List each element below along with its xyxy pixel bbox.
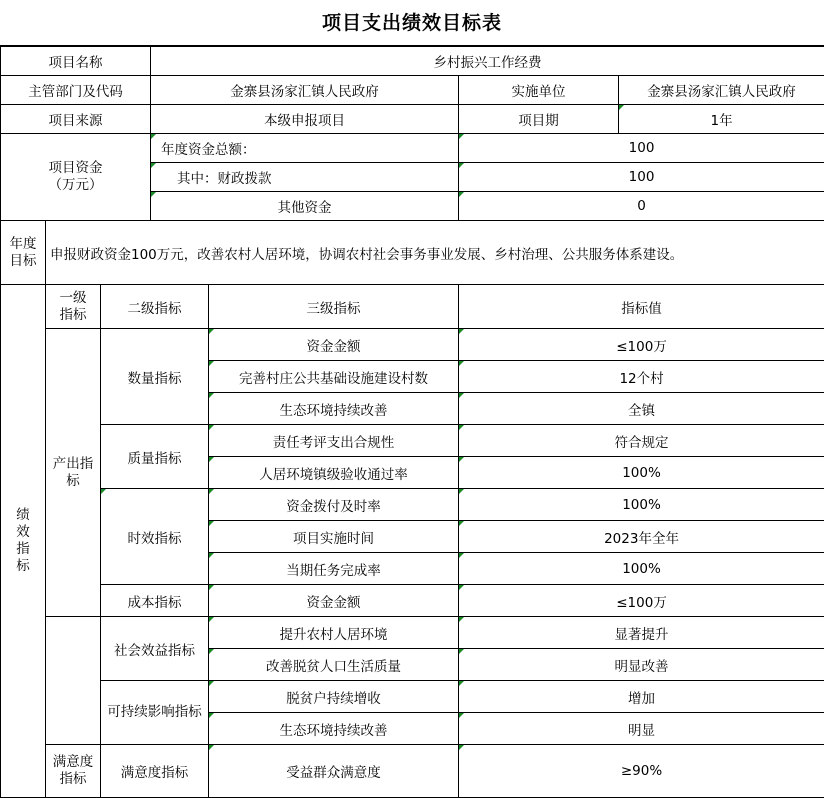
page-title: 项目支出绩效目标表 (0, 0, 824, 46)
indicator-row-name: 责任考评支出合规性 (209, 425, 459, 457)
col-level2-header: 二级指标 (101, 285, 209, 329)
funds-label-text: 项目资金（万元） (48, 160, 103, 193)
indicator-row-value: 全镇 (459, 393, 824, 425)
goal-label (1, 221, 46, 285)
col-value-header: 指标值 (459, 285, 824, 329)
indicator-row-value: 明显改善 (459, 649, 824, 681)
satisfaction-level1-text: 满意度指标 (52, 754, 94, 787)
indicator-row-value: 明显 (459, 713, 824, 745)
impl-unit-value: 金寨县汤家汇镇人民政府 (619, 76, 824, 105)
indicator-row-name: 提升农村人居环境 (209, 617, 459, 649)
social-indicator-label: 社会效益指标 (101, 617, 209, 681)
source-value: 本级申报项目 (151, 105, 459, 134)
indicator-row-value: 2023年全年 (459, 521, 824, 553)
indicator-row-value: 100% (459, 457, 824, 489)
funds-fiscal-value: 100 (459, 163, 824, 192)
indicator-row-name: 生态环境持续改善 (209, 713, 459, 745)
indicator-row-name: 当期任务完成率 (209, 553, 459, 585)
indicator-row-name: 受益群众满意度 (209, 745, 459, 798)
quantity-indicator-label: 数量指标 (101, 329, 209, 425)
performance-table (0, 46, 824, 798)
indicator-row-value: ≤100万 (459, 329, 824, 361)
indicator-row-name: 脱贫户持续增收 (209, 681, 459, 713)
indicator-row-value: ≤100万 (459, 585, 824, 617)
indicator-row-name: 完善村庄公共基础设施建设村数 (209, 361, 459, 393)
col-level1-text: 一级指标 (59, 289, 87, 323)
funds-other-label: 其他资金 (151, 192, 459, 221)
indicator-row-value: 100% (459, 553, 824, 585)
funds-other-value: 0 (459, 192, 824, 221)
quality-indicator-label: 质量指标 (101, 425, 209, 489)
funds-total-value: 100 (459, 134, 824, 163)
period-label: 项目期 (459, 105, 619, 134)
indicator-row-value: 符合规定 (459, 425, 824, 457)
indicator-row-value: ≥90% (459, 745, 824, 798)
goal-label-text: 年度目标 (9, 235, 37, 269)
source-label: 项目来源 (1, 105, 151, 134)
indicator-row-name: 项目实施时间 (209, 521, 459, 553)
funds-fiscal-label: 其中：财政拨款 (151, 163, 459, 192)
col-level1-header (46, 285, 101, 329)
indicator-row-name: 资金金额 (209, 329, 459, 361)
indicator-row-name: 资金拨付及时率 (209, 489, 459, 521)
goal-text: 申报财政资金100万元，改善农村人居环境，协调农村社会事务事业发展、乡村治理、公共服务体系建设。 (46, 221, 824, 285)
timeliness-indicator-label: 时效指标 (101, 489, 209, 585)
satisfaction-level1-label (46, 745, 101, 798)
impl-unit-label: 实施单位 (459, 76, 619, 105)
indicator-row-name: 改善脱贫人口生活质量 (209, 649, 459, 681)
sustain-indicator-text: 可持续影响指标 (107, 704, 202, 720)
indicator-row-name: 人居环境镇级验收通过率 (209, 457, 459, 489)
indicator-row-value: 100% (459, 489, 824, 521)
project-name-value: 乡村振兴工作经费 (151, 47, 824, 76)
dept-label: 主管部门及代码 (1, 76, 151, 105)
indicator-row-value: 显著提升 (459, 617, 824, 649)
indicator-row-value: 12个村 (459, 361, 824, 393)
funds-label (1, 134, 151, 221)
satisfaction-level2-label: 满意度指标 (101, 745, 209, 798)
indicator-row-name: 生态环境持续改善 (209, 393, 459, 425)
project-name-label: 项目名称 (1, 47, 151, 76)
output-indicator-text: 产出指标 (52, 455, 94, 489)
sustain-indicator-label (101, 681, 209, 745)
output-indicator-label (46, 329, 101, 617)
indicators-section-text: 绩效指标 (16, 507, 30, 574)
cost-indicator-label: 成本指标 (101, 585, 209, 617)
indicators-section-label (1, 285, 46, 798)
dept-value: 金寨县汤家汇镇人民政府 (151, 76, 459, 105)
indicator-row-name: 资金金额 (209, 585, 459, 617)
funds-total-label: 年度资金总额： (151, 134, 459, 163)
effect-indicator-label (46, 617, 101, 745)
col-level3-header: 三级指标 (209, 285, 459, 329)
period-value: 1年 (619, 105, 824, 134)
indicator-row-value: 增加 (459, 681, 824, 713)
